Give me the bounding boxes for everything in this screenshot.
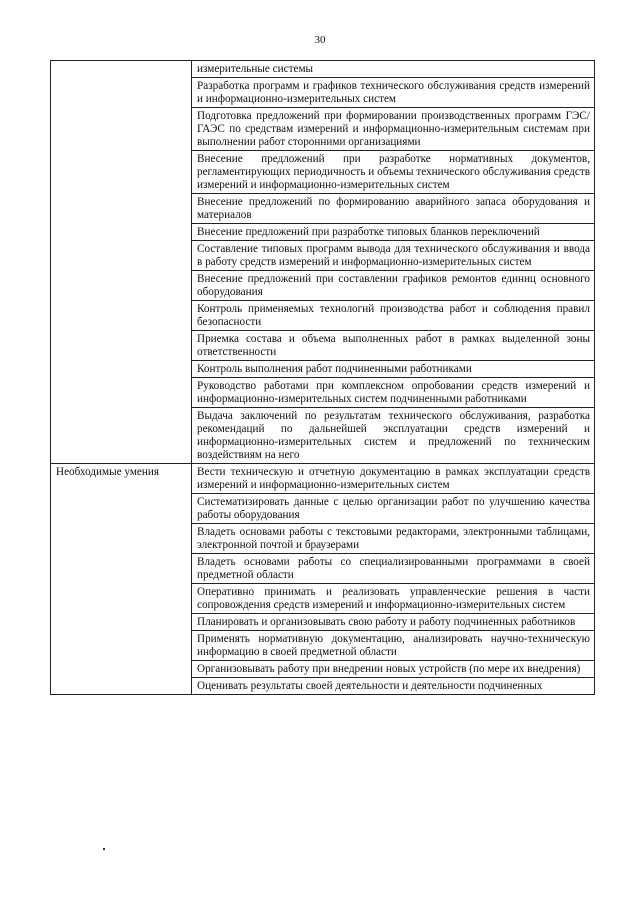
group-label: Необходимые умения bbox=[51, 464, 192, 695]
item-text: Подготовка предложений при формировании производственных программ ГЭС/ГАЭС по средствам измерений и информационно-измерительным системам при выполнении работ сторонними организациями bbox=[192, 108, 595, 151]
item-text: Внесение предложений при разработке типовых бланков переключений bbox=[192, 224, 595, 241]
item-text: Контроль выполнения работ подчиненными работниками bbox=[192, 361, 595, 378]
item-text: Систематизировать данные с целью организации работ по улучшению качества работы оборудования bbox=[192, 494, 595, 524]
group-label bbox=[51, 61, 192, 464]
competency-table bbox=[50, 60, 595, 695]
item-text: Применять нормативную документацию, анализировать научно-техническую информацию в своей предметной области bbox=[192, 631, 595, 661]
item-text: Внесение предложений при составлении графиков ремонтов единиц основного оборудования bbox=[192, 271, 595, 301]
table-row bbox=[51, 464, 595, 494]
item-text: Вести техническую и отчетную документацию в рамках эксплуатации средств измерений и информационно-измерительных систем bbox=[192, 464, 595, 494]
item-text: Владеть основами работы со специализированными программами в своей предметной области bbox=[192, 554, 595, 584]
item-text: Оперативно принимать и реализовать управленческие решения в части сопровождения средств измерений и информационно-измерительных систем bbox=[192, 584, 595, 614]
item-text: Составление типовых программ вывода для технического обслуживания и ввода в работу средств измерений и информационно-измерительных систем bbox=[192, 241, 595, 271]
stray-mark bbox=[103, 848, 105, 850]
item-text: Приемка состава и объема выполненных работ в рамках выделенной зоны ответственности bbox=[192, 331, 595, 361]
item-text: Планировать и организовывать свою работу и работу подчиненных работников bbox=[192, 614, 595, 631]
item-text: Руководство работами при комплексном опробовании средств измерений и информационно-измерительных систем подчиненными работниками bbox=[192, 378, 595, 408]
item-text: Внесение предложений по формированию аварийного запаса оборудования и материалов bbox=[192, 194, 595, 224]
item-text: Внесение предложений при разработке нормативных документов, регламентирующих периодичность и объемы технического обслуживания средств измерений и информационно-измерительных систем bbox=[192, 151, 595, 194]
item-text: Организовывать работу при внедрении новых устройств (по мере их внедрения) bbox=[192, 661, 595, 678]
item-text: Оценивать результаты своей деятельности и деятельности подчиненных bbox=[192, 678, 595, 695]
item-text: Выдача заключений по результатам технического обслуживания, разработка рекомендаций по дальнейшей эксплуатации средств измерений и информационно-измерительных систем и предложений по техническим воздействиям на него bbox=[192, 408, 595, 464]
page-number: 30 bbox=[314, 34, 326, 46]
item-text: Контроль применяемых технологий производства работ и соблюдения правил безопасности bbox=[192, 301, 595, 331]
table-body bbox=[51, 61, 595, 695]
item-text: Владеть основами работы с текстовыми редакторами, электронными таблицами, электронной почтой и браузерами bbox=[192, 524, 595, 554]
item-text: Разработка программ и графиков технического обслуживания средств измерений и информационно-измерительных систем bbox=[192, 78, 595, 108]
table-row bbox=[51, 61, 595, 78]
item-text: измерительные системы bbox=[192, 61, 595, 78]
